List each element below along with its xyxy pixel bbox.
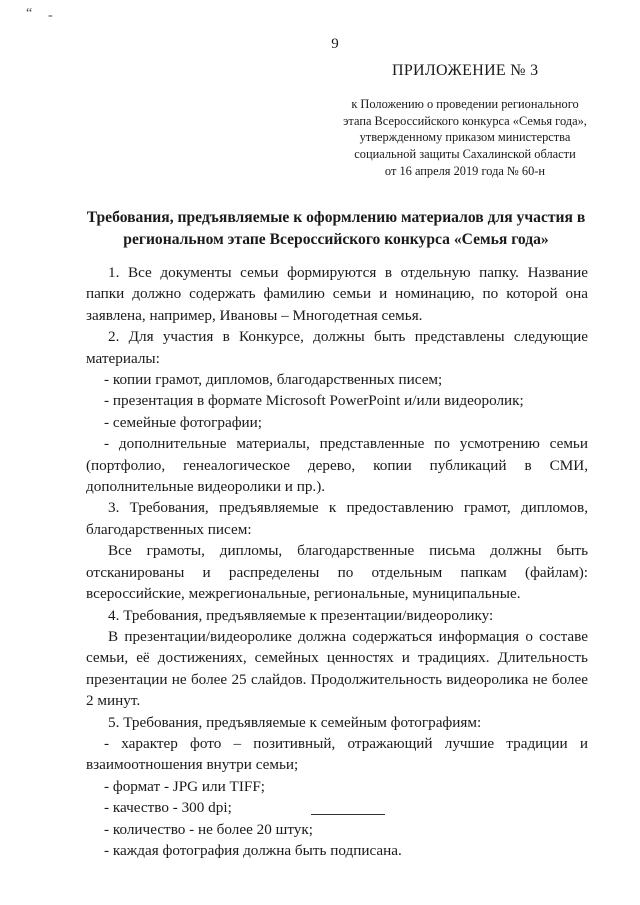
list-item: - количество - не более 20 штук; [104,820,313,838]
page-number: 9 [331,36,339,52]
heading-line: региональном этапе Всероссийского конкурса «Семья года» [123,231,549,248]
paragraph: 4. Требования, предъявляемые к презентации/видеоролику: [108,606,494,624]
list-item: - качество - 300 dpi; [104,799,232,817]
list-item: - дополнительные материалы, представленные по усмотрению семьи (портфолио, генеалогическое дерево, копии публикаций в СМИ, дополнительные видеоролики и пр.). [86,435,588,496]
list-item: - презентация в формате Microsoft PowerPoint и/или видеоролик; [104,392,524,410]
corner-mark: - [48,8,53,23]
paragraph: 3. Требования, предъявляемые к предоставлению грамот, дипломов, благодарственных писем: [86,499,588,538]
appendix-reference-line: к Положению о проведении регионального [351,97,579,111]
list-item: - семейные фотографии; [104,413,263,431]
document-heading [86,207,586,251]
appendix-reference-line: утвержденному приказом министерства [359,130,571,145]
appendix-reference-line: социальной защиты Сахалинской области [354,147,576,162]
paragraph: Все грамоты, дипломы, благодарственные письма должны быть отсканированы и распределены по отдельным папкам (файлам): всероссийские, межрегиональные, региональные, муниципальные. [86,542,588,603]
appendix-reference [330,96,600,180]
paragraph: В презентации/видеоролике должна содержаться информация о составе семьи, её достижениях, семейных ценностях и традициях. Длительность презентации не более 25 слайдов. Продолжительность видеоролика не более 2 минут. [86,627,588,710]
paragraph: 1. Все документы семьи формируются в отдельную папку. Название папки должно содержать фамилию семьи и номинацию, по которой она заявлена, например, Ивановы – Многодетная семья. [86,264,588,324]
heading-line: Требования, предъявляемые к оформлению материалов для участия в [86,209,586,226]
appendix-title: ПРИЛОЖЕНИЕ № 3 [392,62,539,79]
list-item: - характер фото – позитивный, отражающий лучшие традиции и взаимоотношения внутри семьи; [86,734,588,774]
document-body [86,262,588,861]
list-item: - каждая фотография должна быть подписана. [104,841,402,859]
appendix-reference-line: этапа Всероссийского конкурса «Семья года», [343,113,587,128]
paragraph: 5. Требования, предъявляемые к семейным фотографиям: [108,713,482,731]
list-item: - формат - JPG или TIFF; [104,777,265,795]
list-item: - копии грамот, дипломов, благодарственных писем; [104,371,443,389]
corner-mark: “ [26,6,33,21]
paragraph: 2. Для участия в Конкурсе, должны быть представлены следующие материалы: [86,328,588,367]
appendix-reference-line: от 16 апреля 2019 года № 60-н [384,163,546,178]
closing-divider [311,814,385,815]
